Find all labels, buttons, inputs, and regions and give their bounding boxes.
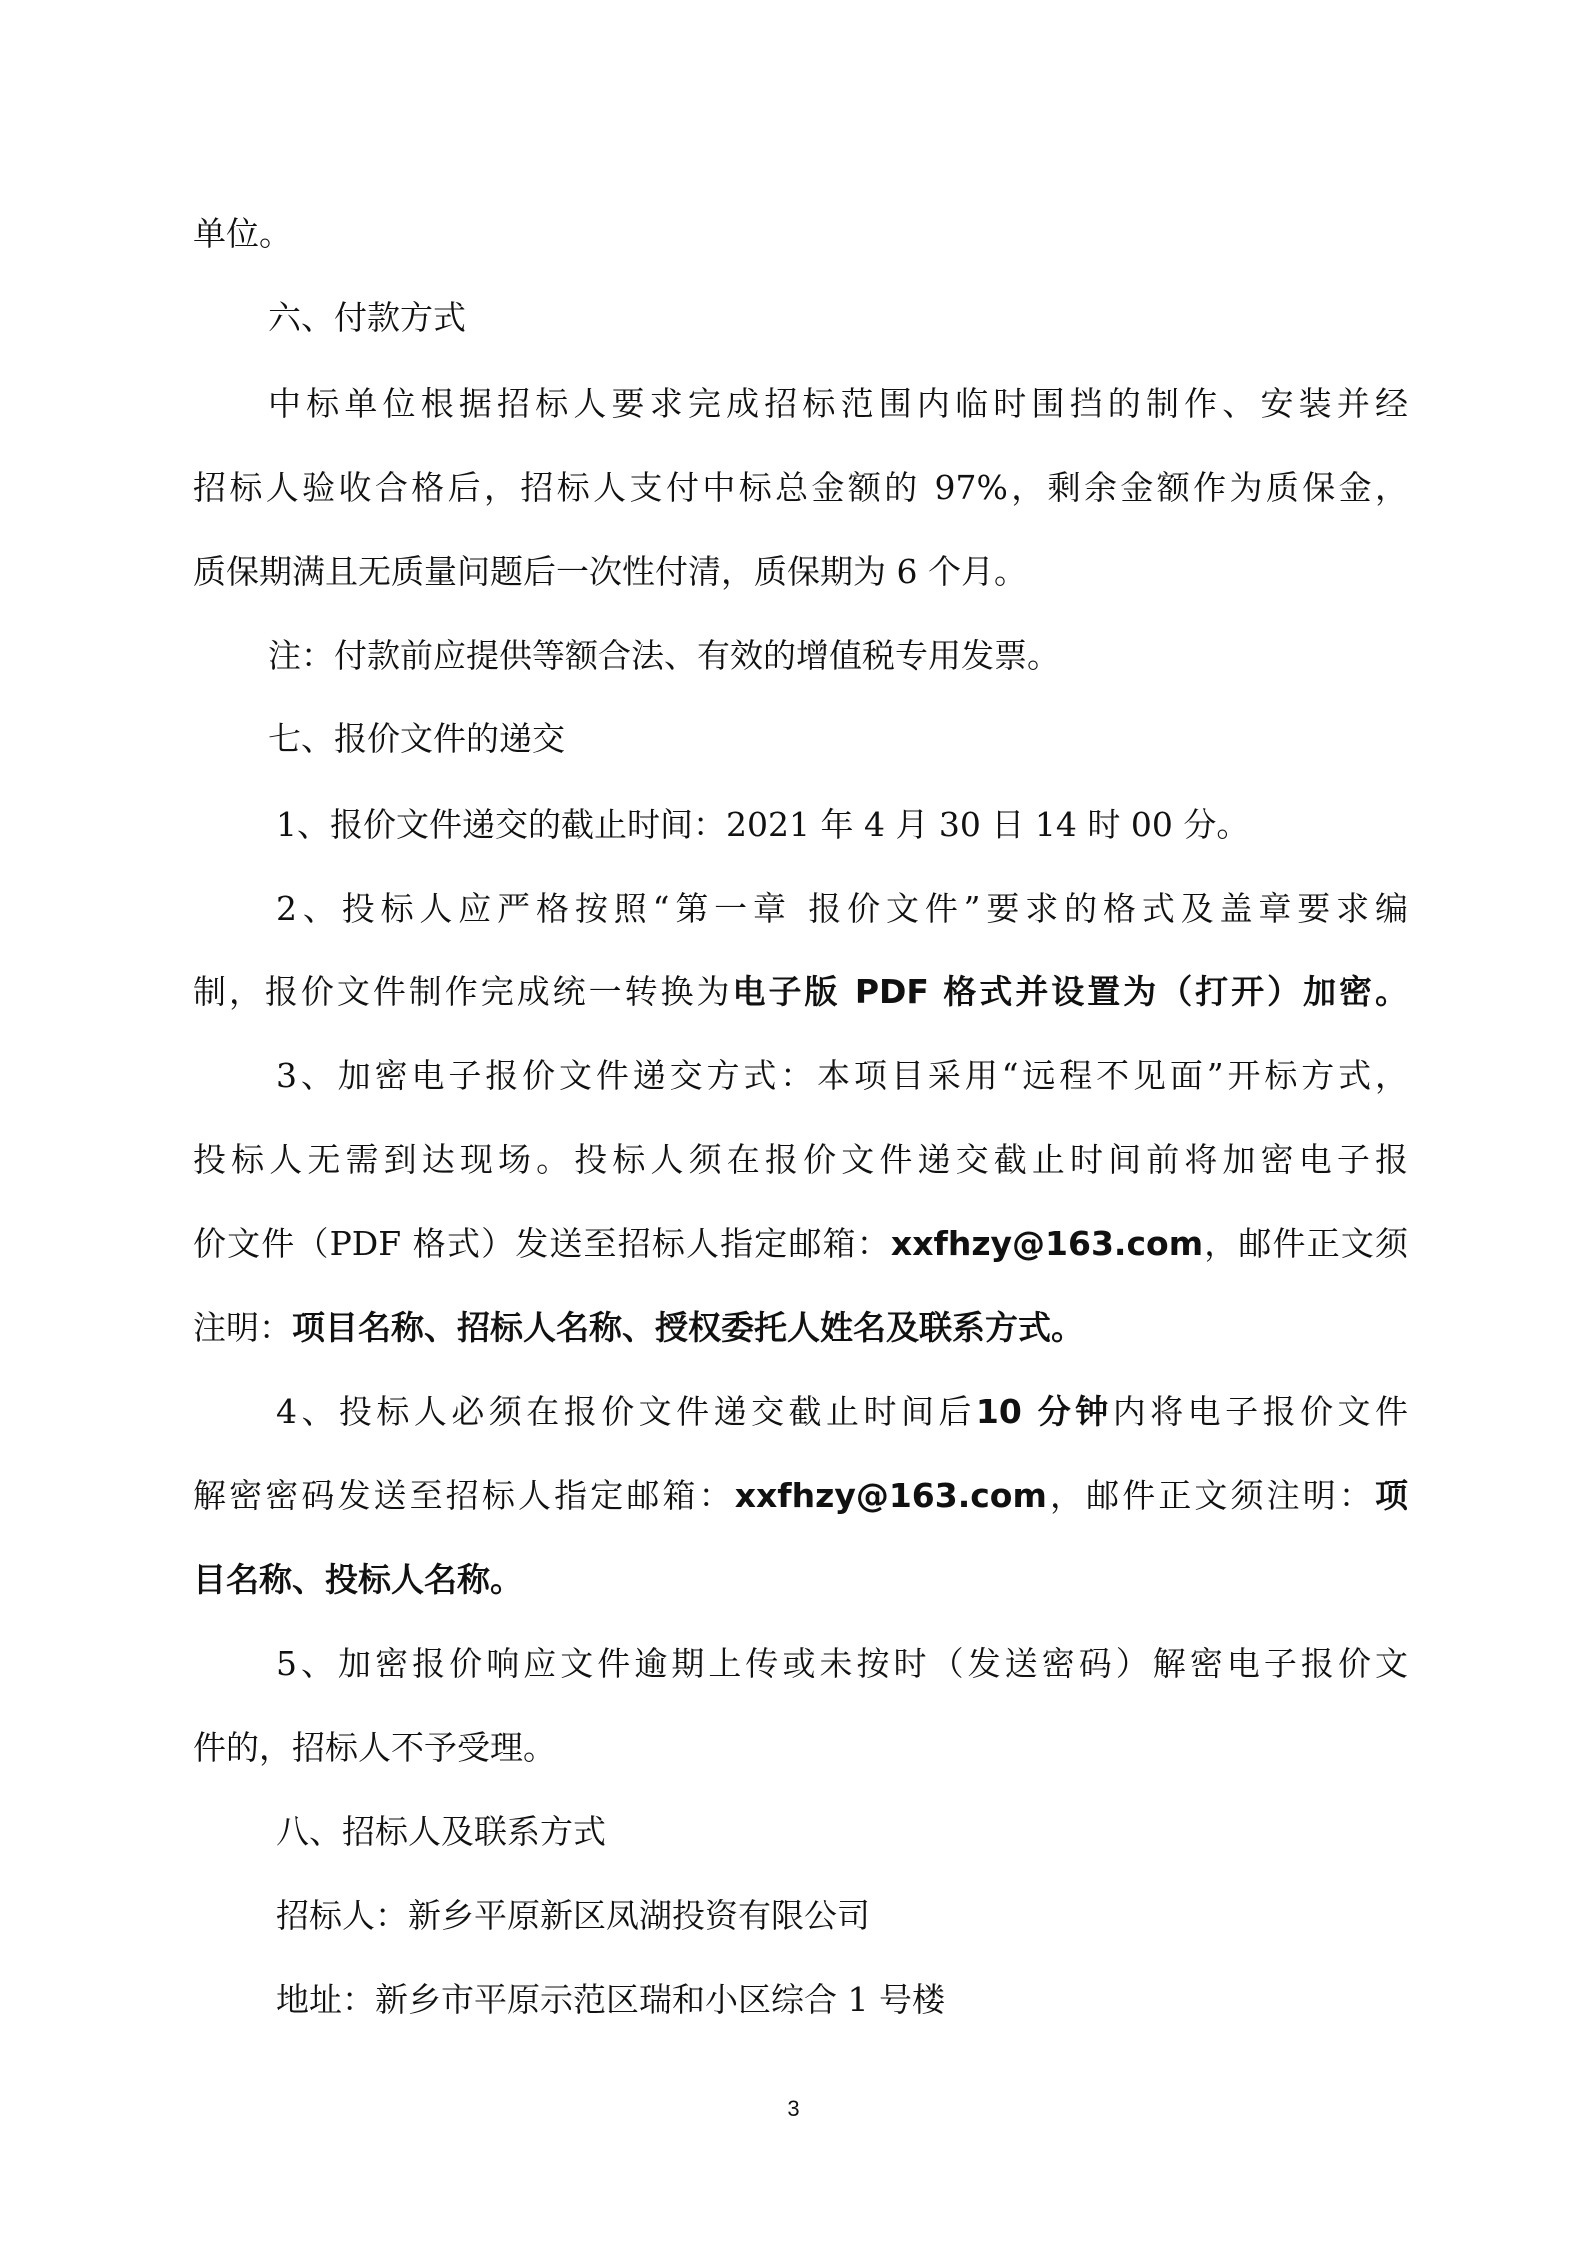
list-item bbox=[276, 1392, 1408, 1432]
text-span: 价文件（PDF 格式）发送至招标人指定邮箱： bbox=[193, 1224, 891, 1263]
list-item-line bbox=[193, 972, 1408, 1012]
text-span: 制，报价文件制作完成统一转换为 bbox=[193, 972, 733, 1011]
text-span: 注明： bbox=[193, 1308, 292, 1347]
list-item-line: 目名称、投标人名称。 bbox=[193, 1560, 523, 1599]
list-item-line: 件的，招标人不予受理。 bbox=[193, 1728, 556, 1767]
list-item: 5、加密报价响应文件逾期上传或未按时（发送密码）解密电子报价文 bbox=[276, 1644, 1408, 1683]
text-span: ，邮件正文须注明： bbox=[1046, 1476, 1376, 1515]
text-span: ，邮件正文须 bbox=[1203, 1224, 1408, 1263]
list-item-line bbox=[193, 1476, 1408, 1516]
list-item: 1、报价文件递交的截止时间：2021 年 4 月 30 日 14 时 00 分。 bbox=[276, 805, 1250, 844]
paragraph-line: 单位。 bbox=[193, 214, 292, 253]
bold-text: 电子版 PDF 格式并设置为（打开）加密。 bbox=[732, 972, 1408, 1011]
contact-line: 招标人：新乡平原新区凤湖投资有限公司 bbox=[276, 1896, 870, 1935]
list-item: 3、加密电子报价文件递交方式：本项目采用“远程不见面”开标方式， bbox=[276, 1056, 1408, 1095]
bold-text: 10 分钟 bbox=[975, 1392, 1113, 1431]
bold-text: 项目名称、招标人名称、授权委托人姓名及联系方式。 bbox=[292, 1308, 1084, 1347]
paragraph-line: 质保期满且无质量问题后一次性付清，质保期为 6 个月。 bbox=[193, 552, 1027, 591]
paragraph-line: 招标人验收合格后，招标人支付中标总金额的 97%，剩余金额作为质保金， bbox=[193, 468, 1408, 507]
email-address: xxfhzy@163.com bbox=[890, 1224, 1204, 1263]
contact-line: 地址：新乡市平原示范区瑞和小区综合 1 号楼 bbox=[276, 1980, 945, 2019]
section-heading-contact: 八、招标人及联系方式 bbox=[276, 1812, 606, 1851]
list-item: 2、投标人应严格按照“第一章 报价文件”要求的格式及盖章要求编 bbox=[276, 889, 1408, 928]
note-line: 注：付款前应提供等额合法、有效的增值税专用发票。 bbox=[268, 636, 1060, 675]
list-item-line bbox=[193, 1308, 1408, 1348]
list-item-line: 投标人无需到达现场。投标人须在报价文件递交截止时间前将加密电子报 bbox=[193, 1140, 1408, 1179]
list-item-line bbox=[193, 1224, 1408, 1264]
section-heading-payment: 六、付款方式 bbox=[268, 298, 466, 337]
text-span: 解密密码发送至招标人指定邮箱： bbox=[193, 1476, 735, 1515]
text-span: 内将电子报价文件 bbox=[1112, 1392, 1409, 1431]
paragraph-line: 中标单位根据招标人要求完成招标范围内临时围挡的制作、安装并经 bbox=[268, 384, 1408, 423]
section-heading-submission: 七、报价文件的递交 bbox=[268, 719, 565, 758]
email-address: xxfhzy@163.com bbox=[734, 1476, 1047, 1515]
text-span: 4、投标人必须在报价文件递交截止时间后 bbox=[276, 1392, 976, 1431]
bold-text: 项 bbox=[1375, 1476, 1409, 1515]
page-number: 3 bbox=[787, 2096, 800, 2121]
